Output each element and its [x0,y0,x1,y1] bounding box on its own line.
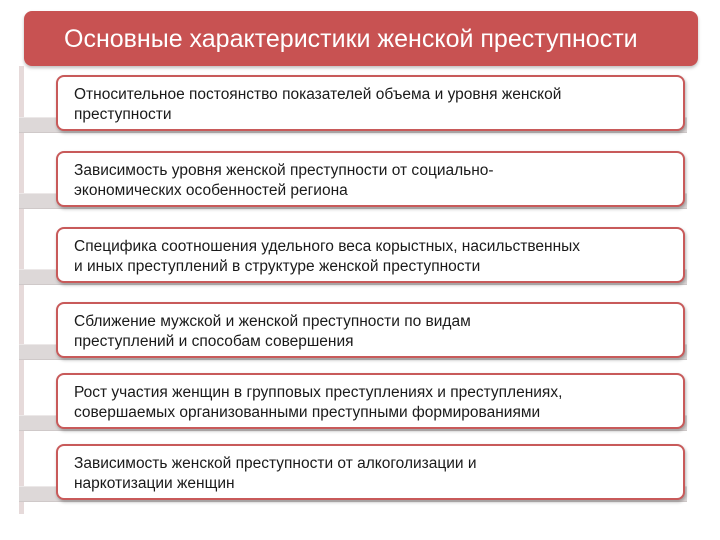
list-item-text [74,454,675,494]
list-item-text [74,383,675,423]
list-item-line: преступлений и способам совершения [74,333,354,350]
list-item-line: Зависимость уровня женской преступности от социально- [74,162,494,179]
list-item-line: Относительное постоянство показателей объема и уровня женской [74,86,562,103]
list-item-line: наркотизации женщин [74,475,235,492]
list-item-text [74,312,675,352]
list-item-box [56,151,685,207]
list-item-line: экономических особенностей региона [74,182,348,199]
page-title: Основные характеристики женской преступности [64,25,638,53]
list-item-box [56,373,685,429]
list-item-line: Специфика соотношения удельного веса корыстных, насильственных [74,238,581,255]
list-item-box [56,444,685,500]
list-item-line: Сближение мужской и женской преступности по видам [74,313,471,330]
list-item-text [74,85,675,125]
list-item-line: совершаемых организованными преступными формированиями [74,404,541,421]
list-item-text [74,161,675,201]
list-item-box [56,75,685,131]
list-item-text [74,237,675,277]
list-item-line: Зависимость женской преступности от алкоголизации и [74,455,477,472]
list-item-box [56,227,685,283]
list-item-line: и иных преступлений в структуре женской преступности [74,258,481,275]
list-item-line: преступности [74,106,172,123]
list-item-line: Рост участия женщин в групповых преступлениях и преступлениях, [74,384,563,401]
list-item-box [56,302,685,358]
title-banner [24,11,698,66]
left-rail [19,66,24,514]
